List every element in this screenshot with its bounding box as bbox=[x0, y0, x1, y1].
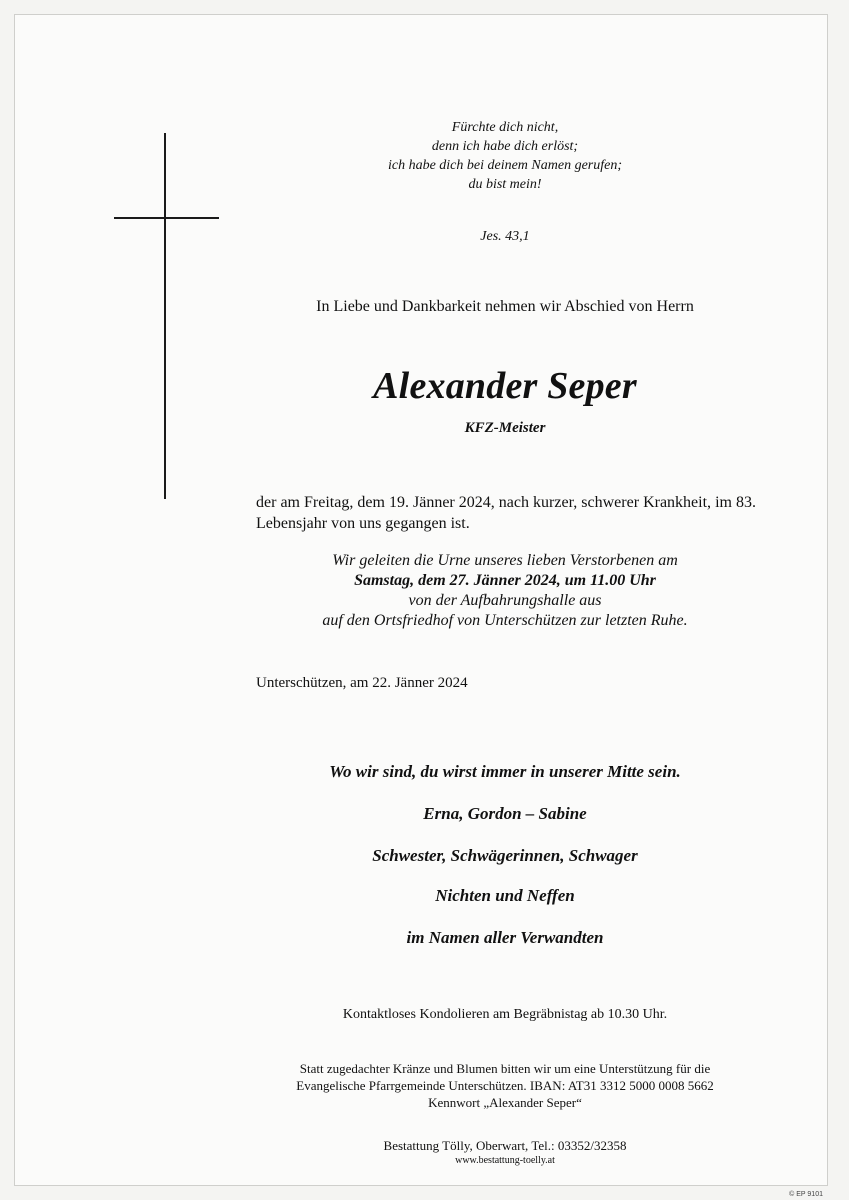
deceased-name: Alexander Seper bbox=[373, 365, 637, 407]
mourner-line: Schwester, Schwägerinnen, Schwager bbox=[372, 846, 638, 865]
undertaker-contact: Bestattung Tölly, Oberwart, Tel.: 03352/32358 bbox=[383, 1138, 627, 1153]
mourner-line: Nichten und Neffen bbox=[435, 886, 575, 905]
cross-icon-horizontal bbox=[114, 217, 219, 219]
motto: Wo wir sind, du wirst immer in unserer Mitte sein. bbox=[329, 762, 681, 781]
condolence-note: Kontaktloses Kondolieren am Begräbnistag ab 10.30 Uhr. bbox=[342, 1007, 668, 1022]
print-code: © EP 9101 bbox=[789, 1191, 823, 1198]
donation-line: Statt zugedachter Kränze und Blumen bitten wir um eine Unterstützung für die bbox=[299, 1061, 711, 1076]
mourner-line: Erna, Gordon – Sabine bbox=[423, 804, 587, 823]
verse-reference: Jes. 43,1 bbox=[480, 229, 530, 244]
place-date: Unterschützen, am 22. Jänner 2024 bbox=[256, 675, 468, 691]
verse-line: du bist mein! bbox=[468, 177, 542, 192]
bible-verse bbox=[250, 118, 760, 194]
funeral-date: Samstag, dem 27. Jänner 2024, um 11.00 Uhr bbox=[354, 572, 656, 589]
verse-line: Fürchte dich nicht, bbox=[451, 120, 559, 135]
donation-line: Evangelische Pfarrgemeinde Unterschützen. IBAN: AT31 3312 5000 0008 5662 bbox=[296, 1078, 714, 1093]
donation-line: Kennwort „Alexander Seper“ bbox=[428, 1095, 582, 1110]
funeral-details bbox=[250, 551, 760, 631]
death-notice: der am Freitag, dem 19. Jänner 2024, nach kurzer, schwerer Krankheit, im 83. Lebensjahr von uns gegangen ist. bbox=[256, 494, 756, 532]
verse-line: ich habe dich bei deinem Namen gerufen; bbox=[387, 158, 623, 173]
undertaker-website: www.bestattung-toelly.at bbox=[455, 1155, 555, 1166]
deceased-profession: KFZ-Meister bbox=[464, 420, 546, 436]
verse-line: denn ich habe dich erlöst; bbox=[431, 139, 579, 154]
funeral-line: Wir geleiten die Urne unseres lieben Verstorbenen am bbox=[332, 552, 678, 569]
funeral-line: auf den Ortsfriedhof von Unterschützen zur letzten Ruhe. bbox=[322, 612, 688, 629]
cross-icon-vertical bbox=[164, 133, 166, 499]
donation-note bbox=[250, 1060, 760, 1111]
funeral-line: von der Aufbahrungshalle aus bbox=[408, 592, 602, 609]
mourner-line: im Namen aller Verwandten bbox=[406, 928, 604, 947]
intro-text: In Liebe und Dankbarkeit nehmen wir Abschied von Herrn bbox=[316, 298, 694, 315]
